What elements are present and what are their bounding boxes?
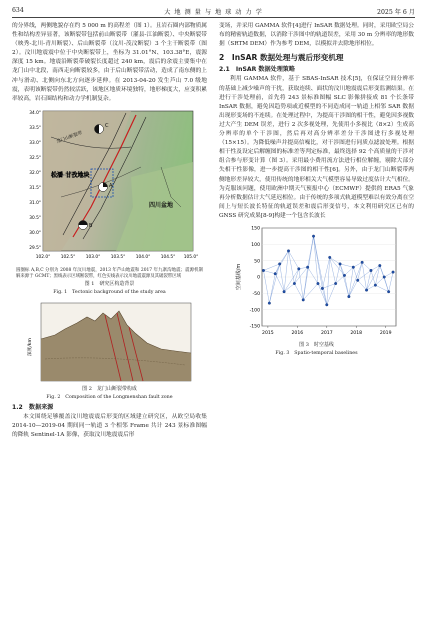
intro-paragraph: 的分界线，两侧地貌存在约 5 000 m 的高程差（图 1）。且岩石圈内部物质属性和结构差异显著，该断裂带包括前山断裂带（灌县-江油断裂）、中央断裂带（映秀-北川-青川断裂）、后山断裂带（汶川-茂汶断裂）3 个主干断裂带（图 2）。汶川地震震中位于中央断裂带上，坐标为 31.01°N、103.38°E，震源深度 15 km。地震沿断裂带破裂长度超过 240 km，震后的余震主要集中在龙门山中北段，南西走向断裂较多，由于后山断裂带活动，造成了南东侧的上冲与滑动、北侧向东北方向逐步延伸。在 2013-04-20 发生芦山 7.0 级地震，表明该断裂带仍然较活跃，该地区地质环境独特，地形梯度大，应变积累率较高，岩石圈结构和动力学机制复杂。 (12, 23, 207, 102)
acquisition-point (343, 274, 346, 277)
event-b-beachball (78, 220, 87, 229)
map-y-ticks (29, 110, 41, 251)
acquisition-point (262, 269, 265, 272)
y-tick-label: -50 (251, 291, 260, 297)
fault-zone-label: 龙门山断裂带 (55, 130, 83, 145)
event-label-b: B (88, 222, 92, 229)
map-y-tick: 31.5° (28, 185, 41, 191)
figure-3-caption-cn: 图 3 时空基线 (299, 341, 334, 348)
fig2-ylabel: 深度/km (27, 337, 33, 356)
figure-2-caption-cn: 图 2 龙门山断裂带构成 (82, 385, 137, 392)
figure-1-map (21, 107, 199, 267)
y-tick-label: 150 (250, 226, 260, 232)
acquisition-point (347, 295, 350, 298)
y-tick-label: 0 (256, 275, 260, 281)
tectonic-map (21, 107, 199, 267)
running-header (12, 5, 415, 18)
acquisition-point (282, 290, 285, 293)
x-tick-label: 2018 (349, 330, 362, 336)
acquisition-point (338, 263, 341, 266)
acquisition-point (268, 302, 271, 305)
acquisition-point (378, 264, 381, 267)
acquisition-point (278, 263, 281, 266)
left-column (12, 22, 207, 440)
figure-1-note: 圆圈标 A,B,C 分别为 2008 年汶川地震，2013 年芦山地震和 2017 年九寨沟地震；震源机制解来源于 GCMT；黑线表示区域断裂带，红色实线表示汶川地震震源及其破裂带区域 (16, 267, 203, 279)
acquisition-point (312, 235, 315, 238)
y-tick-label: -100 (249, 308, 260, 314)
x-tick-label: 2017 (320, 330, 333, 336)
region-label-sichuan-basin: 四川盆地 (148, 201, 173, 209)
figure-2-caption-en: Fig. 2 Composition of the Longmenshan fault zone (46, 394, 173, 400)
y-tick-label: -150 (249, 324, 260, 330)
y-tick-label: 100 (250, 242, 260, 248)
x-tick-label: 2016 (290, 330, 303, 336)
data-source-paragraph: 变场，并采用 GAMMA 软件[4]进行 InSAR 数据处理。同时，采用欧空局公布的精密轨道数据，以消除干涉图中的轨道误差，采用 30 m 分辨率的地形数据（SRTM DEM）作为参考 DEM，以模拟并去除地形相位。 (219, 23, 414, 48)
acquisition-point (328, 256, 331, 259)
acquisition-point (297, 268, 300, 271)
journal-title: 大 地 测 量 与 地 球 动 力 学 (164, 9, 263, 16)
map-x-tick: 104.0° (135, 254, 150, 260)
map-y-tick: 31.0° (28, 200, 41, 206)
map-y-tick: 34.0° (28, 110, 41, 116)
map-x-ticks (35, 254, 197, 260)
map-y-tick: 33.5° (28, 125, 41, 131)
acquisition-point (391, 271, 394, 274)
acquisition-point (369, 269, 372, 272)
baseline-chart (232, 224, 402, 341)
x-tick-label: 2019 (379, 330, 392, 336)
acquisition-point (374, 284, 377, 287)
acquisition-point (287, 250, 290, 253)
map-x-tick: 102.0° (35, 254, 50, 260)
acquisition-point (351, 266, 354, 269)
fault-cross-section (25, 299, 195, 385)
map-x-tick: 103.5° (110, 254, 125, 260)
figure-1-caption-en: Fig. 1 Tectonic background of the study area (53, 289, 166, 295)
figure-3-caption-en: Fig. 3 Spatio-temporal baselines (275, 350, 358, 356)
acquisition-point (360, 261, 363, 264)
right-column (219, 22, 414, 358)
acquisition-point (293, 282, 296, 285)
map-y-tick: 32.5° (28, 155, 41, 161)
y-axis-label: 空间基线/m (235, 263, 242, 291)
section-2-heading: 2 InSAR 数据处理与震后形变机理 (219, 53, 344, 63)
acquisition-point (321, 287, 324, 290)
region-label-songpan: 松潘-甘孜地块 (50, 171, 89, 179)
map-y-tick: 32.0° (28, 170, 41, 176)
map-x-tick: 105.0° (183, 254, 198, 260)
section-2-1-text: 利用 GAMMA 软件，基于 SBAS-InSAR 技术[5]，在保证空间分辨率的基础上减少噪声的干扰，获取连续、面状的汶川地震震后形变监测结果。在进行干涉处理前，首先将 243 景标准图幅 SLC 影像拼接成 81 个长条带 InSAR 数据，避免因趋势项或近模型的不同造成同一轨道上相邻 SAR 数据出现形变场的不连续。在处理过程中，为提高干涉图的相干性，避免因多视数过大产生 DEM 误差，进行 2 次多视处理，先使用小多视比（8×2）生成高分辨率的单个干涉图，然后再对高分辨率差分干涉图进行多视处理（15×15）。为降低噪声并提高信噪比，对干涉图进行同质点滤波处理。根据相干性及设定后解缠图的标准差等判定标准，最终选择 92 个高质量的干涉对组合参与形变计算（图 3）。采用最小费用流方法进行相位解缠，剔除大部分失相干性影像，进一步提高干涉图的相干性[6]。另外，由于龙门山断裂带两侧地形差异较大，使用传统的地形相关大气模型容易导致过度估计大气相位。为克服该问题，使用欧洲中期天气预报中心（ECMWF）提供的 ERA5 气象再分析数据估计大气延迟相位。由于传统的多项式轨道模型难以有效分离在空间上与短长波长特征的轨道误差和震后形变信号，本文利用研究区已有的 GNSS 研究成果[8-9]构建一个包含长波长 (219, 76, 414, 219)
acquisition-point (301, 299, 304, 302)
map-x-tick: 102.5° (60, 254, 75, 260)
map-y-tick: 30.5° (28, 215, 41, 221)
event-c-beachball (94, 124, 103, 133)
event-label-c: C (104, 122, 108, 129)
acquisition-point (334, 282, 337, 285)
figure-1-caption-cn: 图 1 研究区构造背景 (84, 280, 135, 287)
map-x-tick: 103.0° (85, 254, 100, 260)
map-x-tick: 104.5° (160, 254, 175, 260)
section-1-2-text: 本文围绕足够覆盖汶川地震震后形变的区域建立研究区，从欧空局收集 2014-10—2019-04 期间同一轨道 3 个相邻 Frame 共计 243 景标准图幅的降轨 Sentinel-1A 影像，获取汶川地震震后形 (12, 413, 207, 439)
acquisition-point (356, 279, 359, 282)
map-y-tick: 30.0° (28, 230, 41, 236)
acquisition-point (382, 276, 385, 279)
acquisition-point (316, 282, 319, 285)
event-label-a: A (108, 182, 112, 189)
section-2-1-heading: 2.1 InSAR 数据处理策略 (219, 66, 295, 74)
map-y-tick: 29.5° (28, 245, 41, 251)
page-number: 634 (12, 7, 24, 14)
figure-3-chart (232, 224, 402, 341)
event-a-beachball (98, 182, 107, 191)
x-tick-label: 2015 (261, 330, 274, 336)
acquisition-point (387, 290, 390, 293)
acquisition-point (273, 272, 276, 275)
acquisition-point (325, 303, 328, 306)
figure-2-section (25, 299, 195, 385)
acquisition-point (365, 289, 368, 292)
map-y-tick: 33.0° (28, 140, 41, 146)
issue-date: 2025 年 6 月 (377, 9, 415, 16)
section-1-2-heading: 1.2 数据来源 (12, 403, 54, 411)
acquisition-point (306, 266, 309, 269)
y-tick-label: 50 (253, 259, 260, 265)
